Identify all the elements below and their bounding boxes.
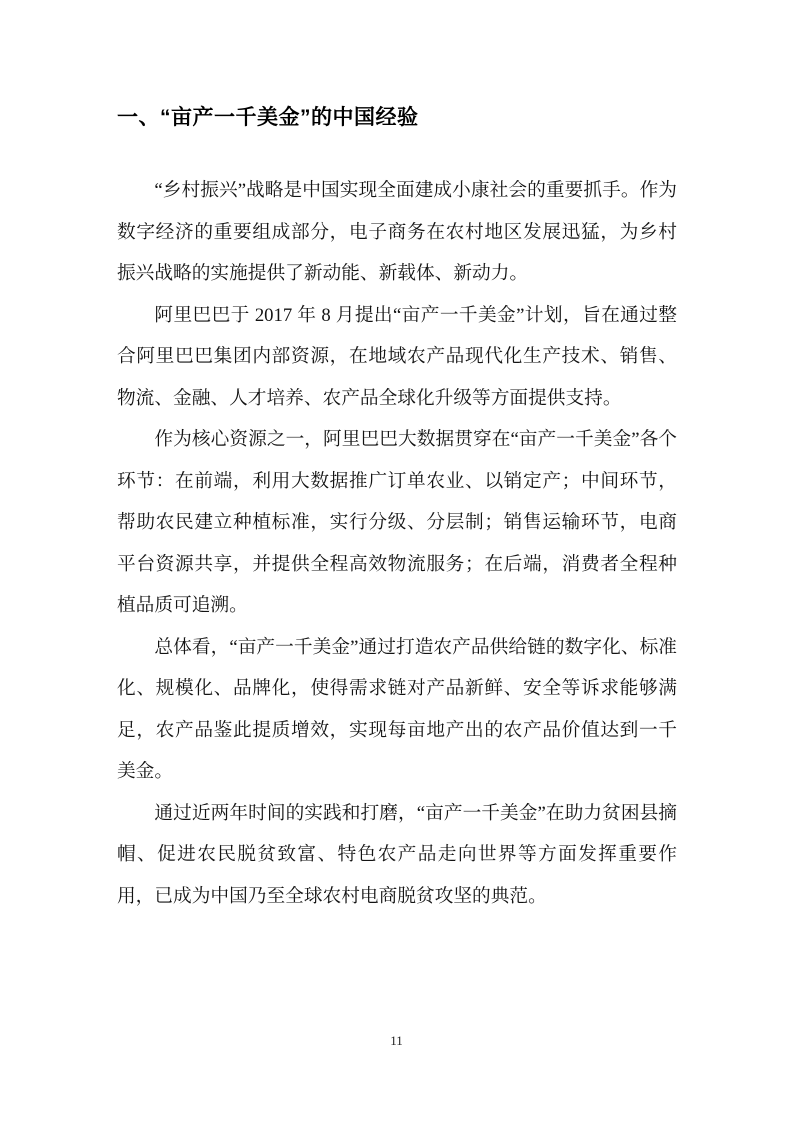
paragraph: 作为核心资源之一，阿里巴巴大数据贯穿在“亩产一千美金”各个环节：在前端，利用大数据推广订单农业、以销定产；中间环节，帮助农民建立种植标准，实行分级、分层制；销售运输环节，电商平台资源共享，并提供全程高效物流服务；在后端，消费者全程种植品质可追溯。 xyxy=(117,429,677,616)
page-number: 11 xyxy=(390,1033,403,1048)
body-text xyxy=(117,170,677,917)
page-content xyxy=(117,0,677,917)
paragraph: 总体看，“亩产一千美金”通过打造农产品供给链的数字化、标准化、规模化、品牌化，使得需求链对产品新鲜、安全等诉求能够满足，农产品鉴此提质增效，实现每亩地产出的农产品价值达到一千美金。 xyxy=(117,636,677,782)
paragraph: “乡村振兴”战略是中国实现全面建成小康社会的重要抓手。作为数字经济的重要组成部分，电子商务在农村地区发展迅猛，为乡村振兴战略的实施提供了新动能、新载体、新动力。 xyxy=(117,180,677,284)
paragraph: 通过近两年时间的实践和打磨，“亩产一千美金”在助力贫困县摘帽、促进农民脱贫致富、特色农产品走向世界等方面发挥重要作用，已成为中国乃至全球农村电商脱贫攻坚的典范。 xyxy=(117,802,677,907)
paragraph: 阿里巴巴于 2017 年 8 月提出“亩产一千美金”计划，旨在通过整合阿里巴巴集团内部资源，在地域农产品现代化生产技术、销售、物流、金融、人才培养、农产品全球化升级等方面提供支持。 xyxy=(117,304,677,409)
section-heading: 一、“亩产一千美金”的中国经验 xyxy=(117,106,419,129)
